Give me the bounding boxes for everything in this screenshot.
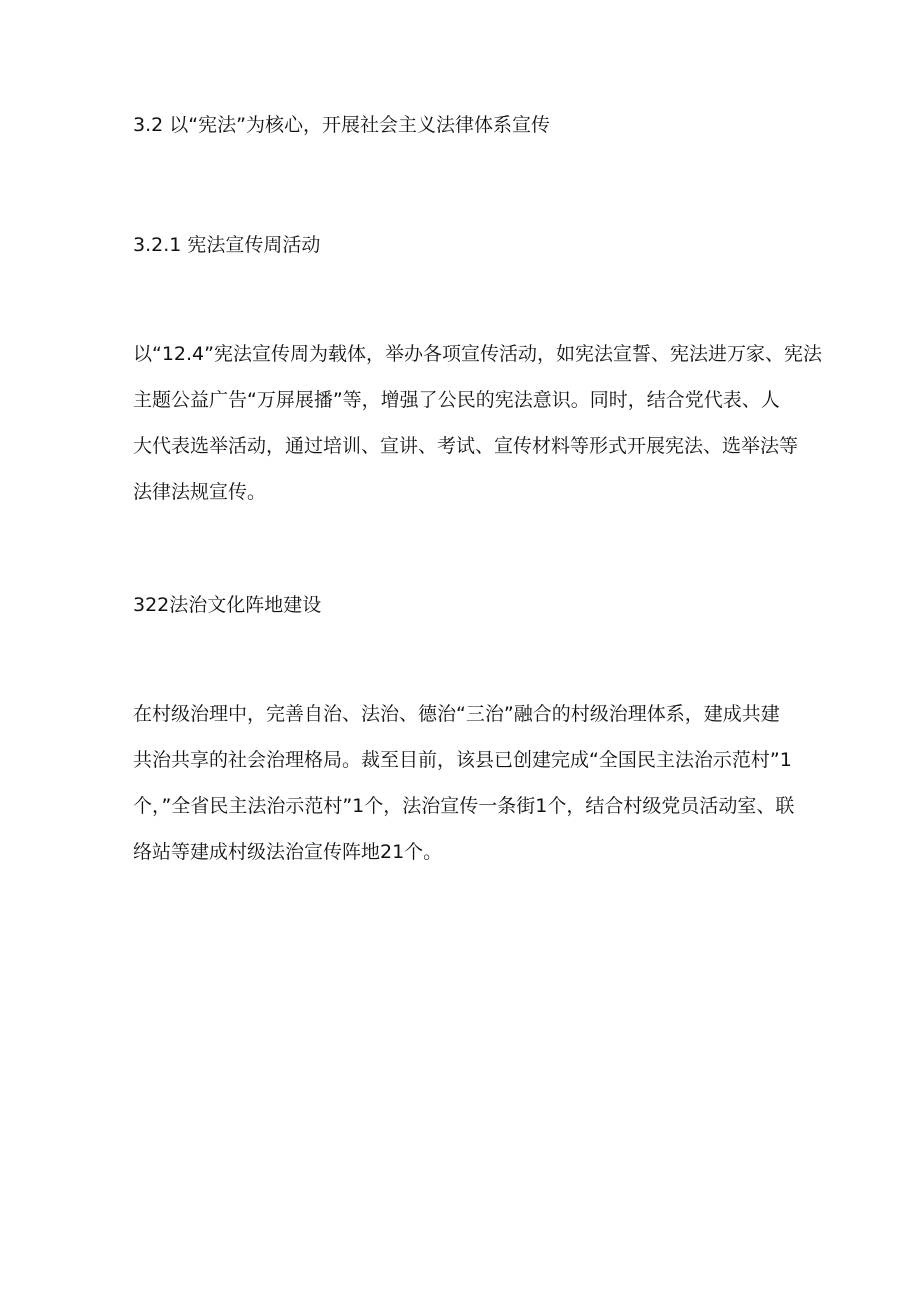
paragraph-line: 以“12.4”宪法宣传周为载体，举办各项宣传活动，如宪法宣誓、宪法进万家、宪法	[133, 343, 822, 365]
paragraph-line: 大代表选举活动，通过培训、宣讲、考试、宣传材料等形式开展宪法、选举法等	[133, 435, 799, 457]
paragraph-line: 主题公益广告“万屏展播”等，增强了公民的宪法意识。同时，结合党代表、人	[133, 389, 780, 411]
paragraph-line: 络站等建成村级法治宣传阵地21个。	[133, 841, 443, 863]
paragraph-line: 在村级治理中，完善自治、法治、德治“三治”融合的村级治理体系，建成共建	[133, 703, 780, 725]
paragraph-constitution-week	[133, 342, 822, 526]
section-heading-3-2-1: 3.2.1 宪法宣传周活动	[133, 234, 321, 256]
section-heading-3-2-2: 322法治文化阵地建设	[133, 594, 322, 616]
paragraph-line: 法律法规宣传。	[133, 481, 267, 503]
section-heading-3-2: 3.2 以“宪法”为核心，开展社会主义法律体系宣传	[133, 114, 550, 136]
paragraph-line: 个，”全省民主法治示范村”1个，法治宣传一条街1个，结合村级党员活动室、联	[133, 795, 795, 817]
paragraph-line: 共治共享的社会治理格局。裁至目前，该县已创建完成“全国民主法治示范村”1	[133, 749, 792, 771]
paragraph-rule-of-law-culture	[133, 702, 793, 886]
